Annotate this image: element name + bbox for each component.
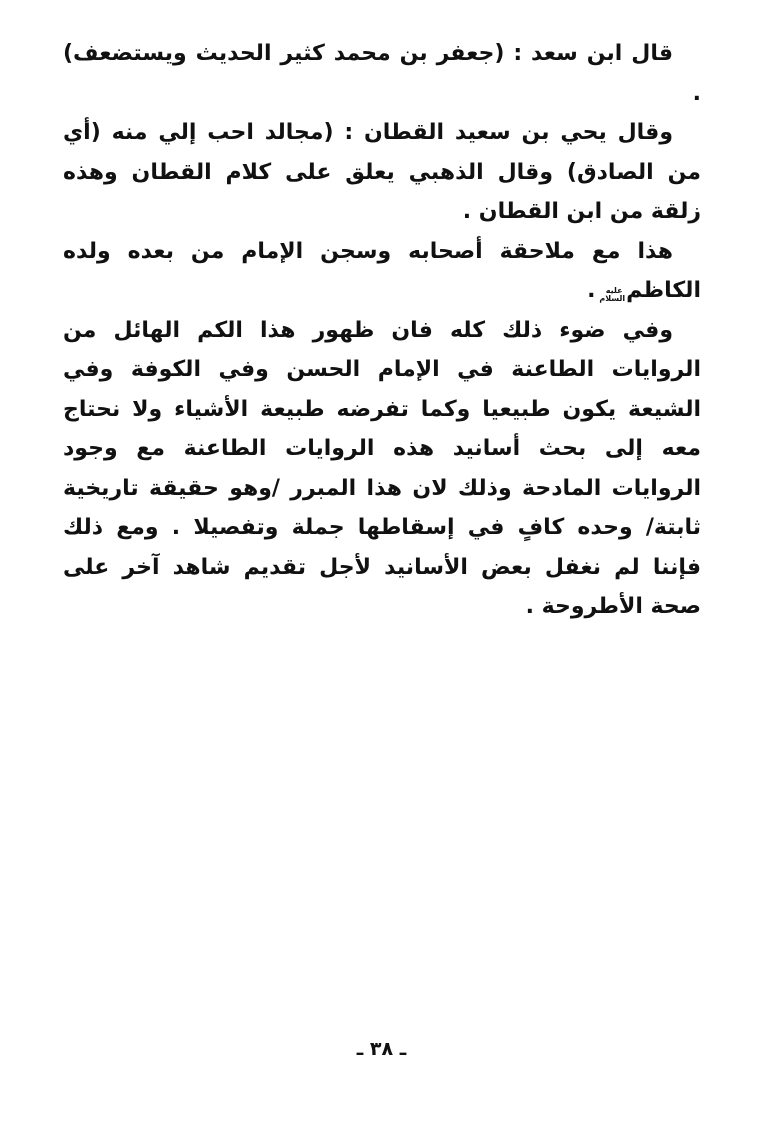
paragraph-text: . — [587, 278, 604, 303]
paragraph-qattan-quote: وقال يحي بن سعيد القطان : (مجالد احب إلي منه (أي من الصادق) وقال الذهبي يعلق على كلام القطان وهذه زلقة من ابن القطان . — [63, 120, 701, 224]
paragraph-conclusion: وفي ضوء ذلك كله فان ظهور هذا الكم الهائل من الروايات الطاعنة في الإمام الحسن وفي الكوفة وفي الشيعة يكون طبيعيا وكما تفرضه طبيعة الأشياء ولا نحتاج معه إلى بحث أسانيد هذه الروايات الطاعنة مع وجود الروايات المادحة وذلك لان هذا المبرر /وهو حقيقة تاريخية ثابتة/ وحده كافٍ في إسقاطها جملة وتفصيلا . ومع ذلك فإننا لم نغفل بعض الأسانيد لأجل تقديم شاهد آخر على صحة الأطروحة . — [63, 317, 701, 619]
honorific-alayhis-salam-mark: عليه السلام — [599, 286, 626, 303]
paragraph-text: هذا مع ملاحقة أصحابه وسجن الإمام من بعده ولده الكاظم — [63, 238, 701, 303]
body-text-block — [63, 34, 701, 627]
page-number: ـ ٣٨ ـ — [356, 1038, 407, 1060]
paragraph-imam-kadhim — [63, 232, 701, 311]
paragraph-ibn-saad-quote: قال ابن سعد : (جعفر بن محمد كثير الحديث ويستضعف) . — [63, 41, 701, 106]
